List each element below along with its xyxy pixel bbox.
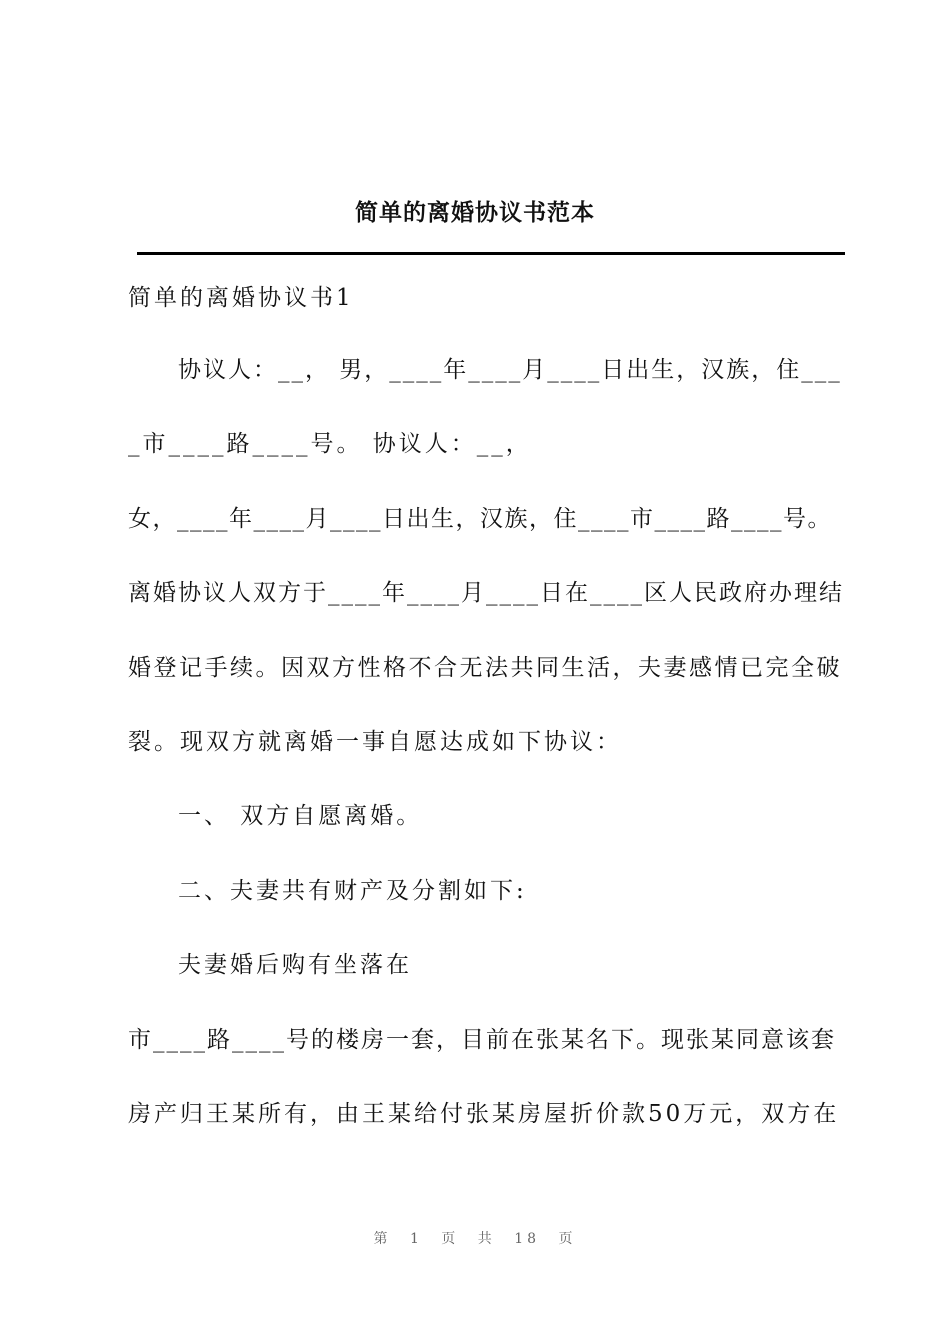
paragraph-line: 房产归王某所有，由王某给付张某房屋折价款50万元，双方在 [128, 1101, 840, 1127]
paragraph-line: 协议人：__， 男，____年____月____日出生，汉族，住___ [178, 357, 842, 383]
clause-line: 二、夫妻共有财产及分割如下: [178, 878, 527, 904]
paragraph-line: 裂。现双方就离婚一事自愿达成如下协议： [128, 729, 622, 755]
paragraph-line: 市____路____号的楼房一套，目前在张某名下。现张某同意该套 [128, 1027, 836, 1053]
paragraph-line: 离婚协议人双方于____年____月____日在____区人民政府办理结 [128, 580, 844, 606]
clause-line: 一、 双方自愿离婚。 [178, 803, 423, 829]
paragraph-line: 夫妻婚后购有坐落在 [178, 952, 412, 978]
page-number-footer: 第 1 页 共 18 页 [373, 1231, 577, 1247]
title-divider [137, 252, 845, 255]
section-heading: 简单的离婚协议书1 [128, 285, 354, 311]
document-title: 简单的离婚协议书范本 [355, 199, 595, 226]
paragraph-line: 婚登记手续。因双方性格不合无法共同生活，夫妻感情已完全破 [128, 655, 842, 681]
paragraph-line: 女，____年____月____日出生，汉族，住____市____路____号。 [128, 506, 832, 532]
paragraph-line: _市____路____号。 协议人：__， [128, 431, 532, 457]
